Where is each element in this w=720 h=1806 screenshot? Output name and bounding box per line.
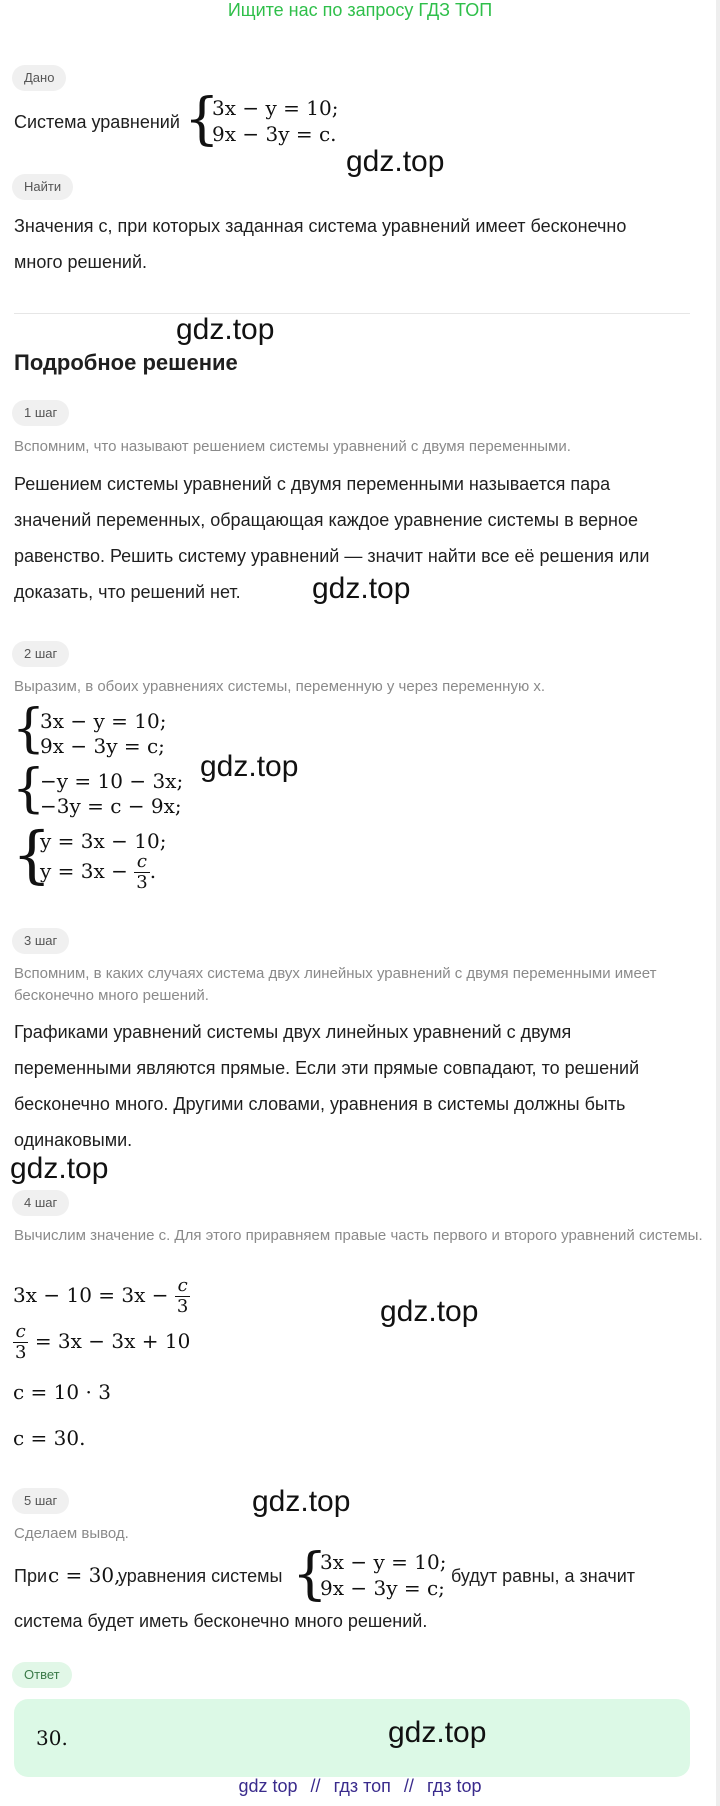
watermark: gdz.top <box>252 1485 351 1518</box>
step2-badge: 2 шаг <box>12 641 69 667</box>
divider <box>14 313 690 314</box>
step2-sys1-eq2: 9x − 3y = c; <box>40 734 165 758</box>
watermark: gdz.top <box>176 313 275 346</box>
solution-title: Подробное решение <box>14 350 238 375</box>
given-label: Система уравнений <box>14 112 180 132</box>
step4-badge: 4 шаг <box>12 1190 69 1216</box>
step2-sys2-eq2: −3y = c − 9x; <box>40 794 182 818</box>
answer-badge: Ответ <box>12 1662 72 1688</box>
step2-sys2-eq1: −y = 10 − 3x; <box>40 769 184 793</box>
step4-eq4: c = 30. <box>13 1426 86 1450</box>
step1-text: Решением системы уравнений с двумя переменными называется пара значений переменных, обращающая каждое уравнение системы в верное равенство. Решить систему уравнений — значит найти все её решения или доказать, что решений нет. <box>14 474 650 602</box>
step5-hint: Сделаем вывод. <box>14 1525 129 1542</box>
scrollbar[interactable] <box>716 0 720 1806</box>
footer-links <box>0 1776 720 1797</box>
step2-sys3-eq1: y = 3x − 10; <box>40 829 167 853</box>
fraction: $\frac{c}{3}$ <box>15 1321 27 1363</box>
footer-link[interactable]: гдз топ <box>333 1776 391 1796</box>
watermark: gdz.top <box>10 1152 109 1185</box>
search-banner[interactable]: Ищите нас по запросу ГДЗ ТОП <box>227 0 493 20</box>
footer-link[interactable]: gdz top <box>238 1776 298 1796</box>
step4-hint: Вычислим значение c. Для этого приравняем правые часть первого и второго уравнений системы. <box>14 1227 703 1244</box>
step2-sys1-eq1: 3x − y = 10; <box>40 709 167 733</box>
step3-hint: Вспомним, в каких случаях система двух линейных уравнений с двумя переменными имеет бесконечно много решений. <box>14 965 657 1004</box>
watermark: gdz.top <box>312 572 411 605</box>
step5-badge: 5 шаг <box>12 1488 69 1514</box>
footer-separator: // <box>310 1776 321 1796</box>
step2-brace1: { <box>12 699 46 759</box>
footer-link[interactable]: гдз top <box>426 1776 482 1796</box>
step1-hint: Вспомним, что называют решением системы уравнений с двумя переменными. <box>14 438 571 455</box>
step5-prefix: При <box>14 1566 48 1586</box>
footer-separator: // <box>403 1776 414 1796</box>
step3-badge: 3 шаг <box>12 928 69 954</box>
step4-eq2: $\frac{c}{3}$ = 3x − 3x + 10 <box>15 1321 191 1363</box>
answer-box <box>14 1699 690 1777</box>
step1-badge: 1 шаг <box>12 400 69 426</box>
step5-line2: система будет иметь бесконечно много решений. <box>14 1611 428 1631</box>
fraction: $\frac{c}{3}$ <box>176 1275 189 1317</box>
given-eq1: 3x − y = 10; <box>212 96 339 120</box>
step5-cval: c = 30, <box>48 1563 121 1587</box>
step5-brace: { <box>292 1542 328 1607</box>
step5-eq1: 3x − y = 10; <box>320 1550 447 1574</box>
step2-brace2: { <box>12 759 46 819</box>
step2-sys3-eq2: y = 3x − $\frac{c}{3}$ . <box>40 851 157 893</box>
given-brace: { <box>184 87 220 152</box>
watermark: gdz.top <box>380 1295 479 1328</box>
step2-hint: Выразим, в обоих уравнениях системы, переменную y через переменную x. <box>14 678 546 695</box>
find-badge: Найти <box>12 174 73 200</box>
step4-eq1: 3x − 10 = 3x − $\frac{c}{3}$ <box>13 1275 189 1317</box>
step4-eq3: c = 10 · 3 <box>13 1380 111 1404</box>
given-badge: Дано <box>12 65 66 91</box>
step3-text: Графиками уравнений системы двух линейных уравнений с двумя переменными являются прямые. Если эти прямые совпадают, то решений бесконечно много. Другими словами, уравнения в системы должны быть одинаковыми. <box>14 1022 640 1150</box>
watermark: gdz.top <box>200 750 299 783</box>
answer-value: 30. <box>36 1726 68 1750</box>
given-eq2: 9x − 3y = c. <box>212 122 337 146</box>
watermark: gdz.top <box>346 145 445 178</box>
find-text: Значения c, при которых заданная система уравнений имеет бесконечно много решений. <box>14 216 627 272</box>
watermark: gdz.top <box>388 1716 487 1749</box>
step5-eq2: 9x − 3y = c; <box>320 1576 445 1600</box>
step5-suffix: будут равны, а значит <box>451 1566 636 1586</box>
fraction: $\frac{c}{3}$ <box>136 851 148 893</box>
step2-brace3: { <box>12 818 52 891</box>
step5-mid: уравнения системы <box>118 1566 283 1586</box>
